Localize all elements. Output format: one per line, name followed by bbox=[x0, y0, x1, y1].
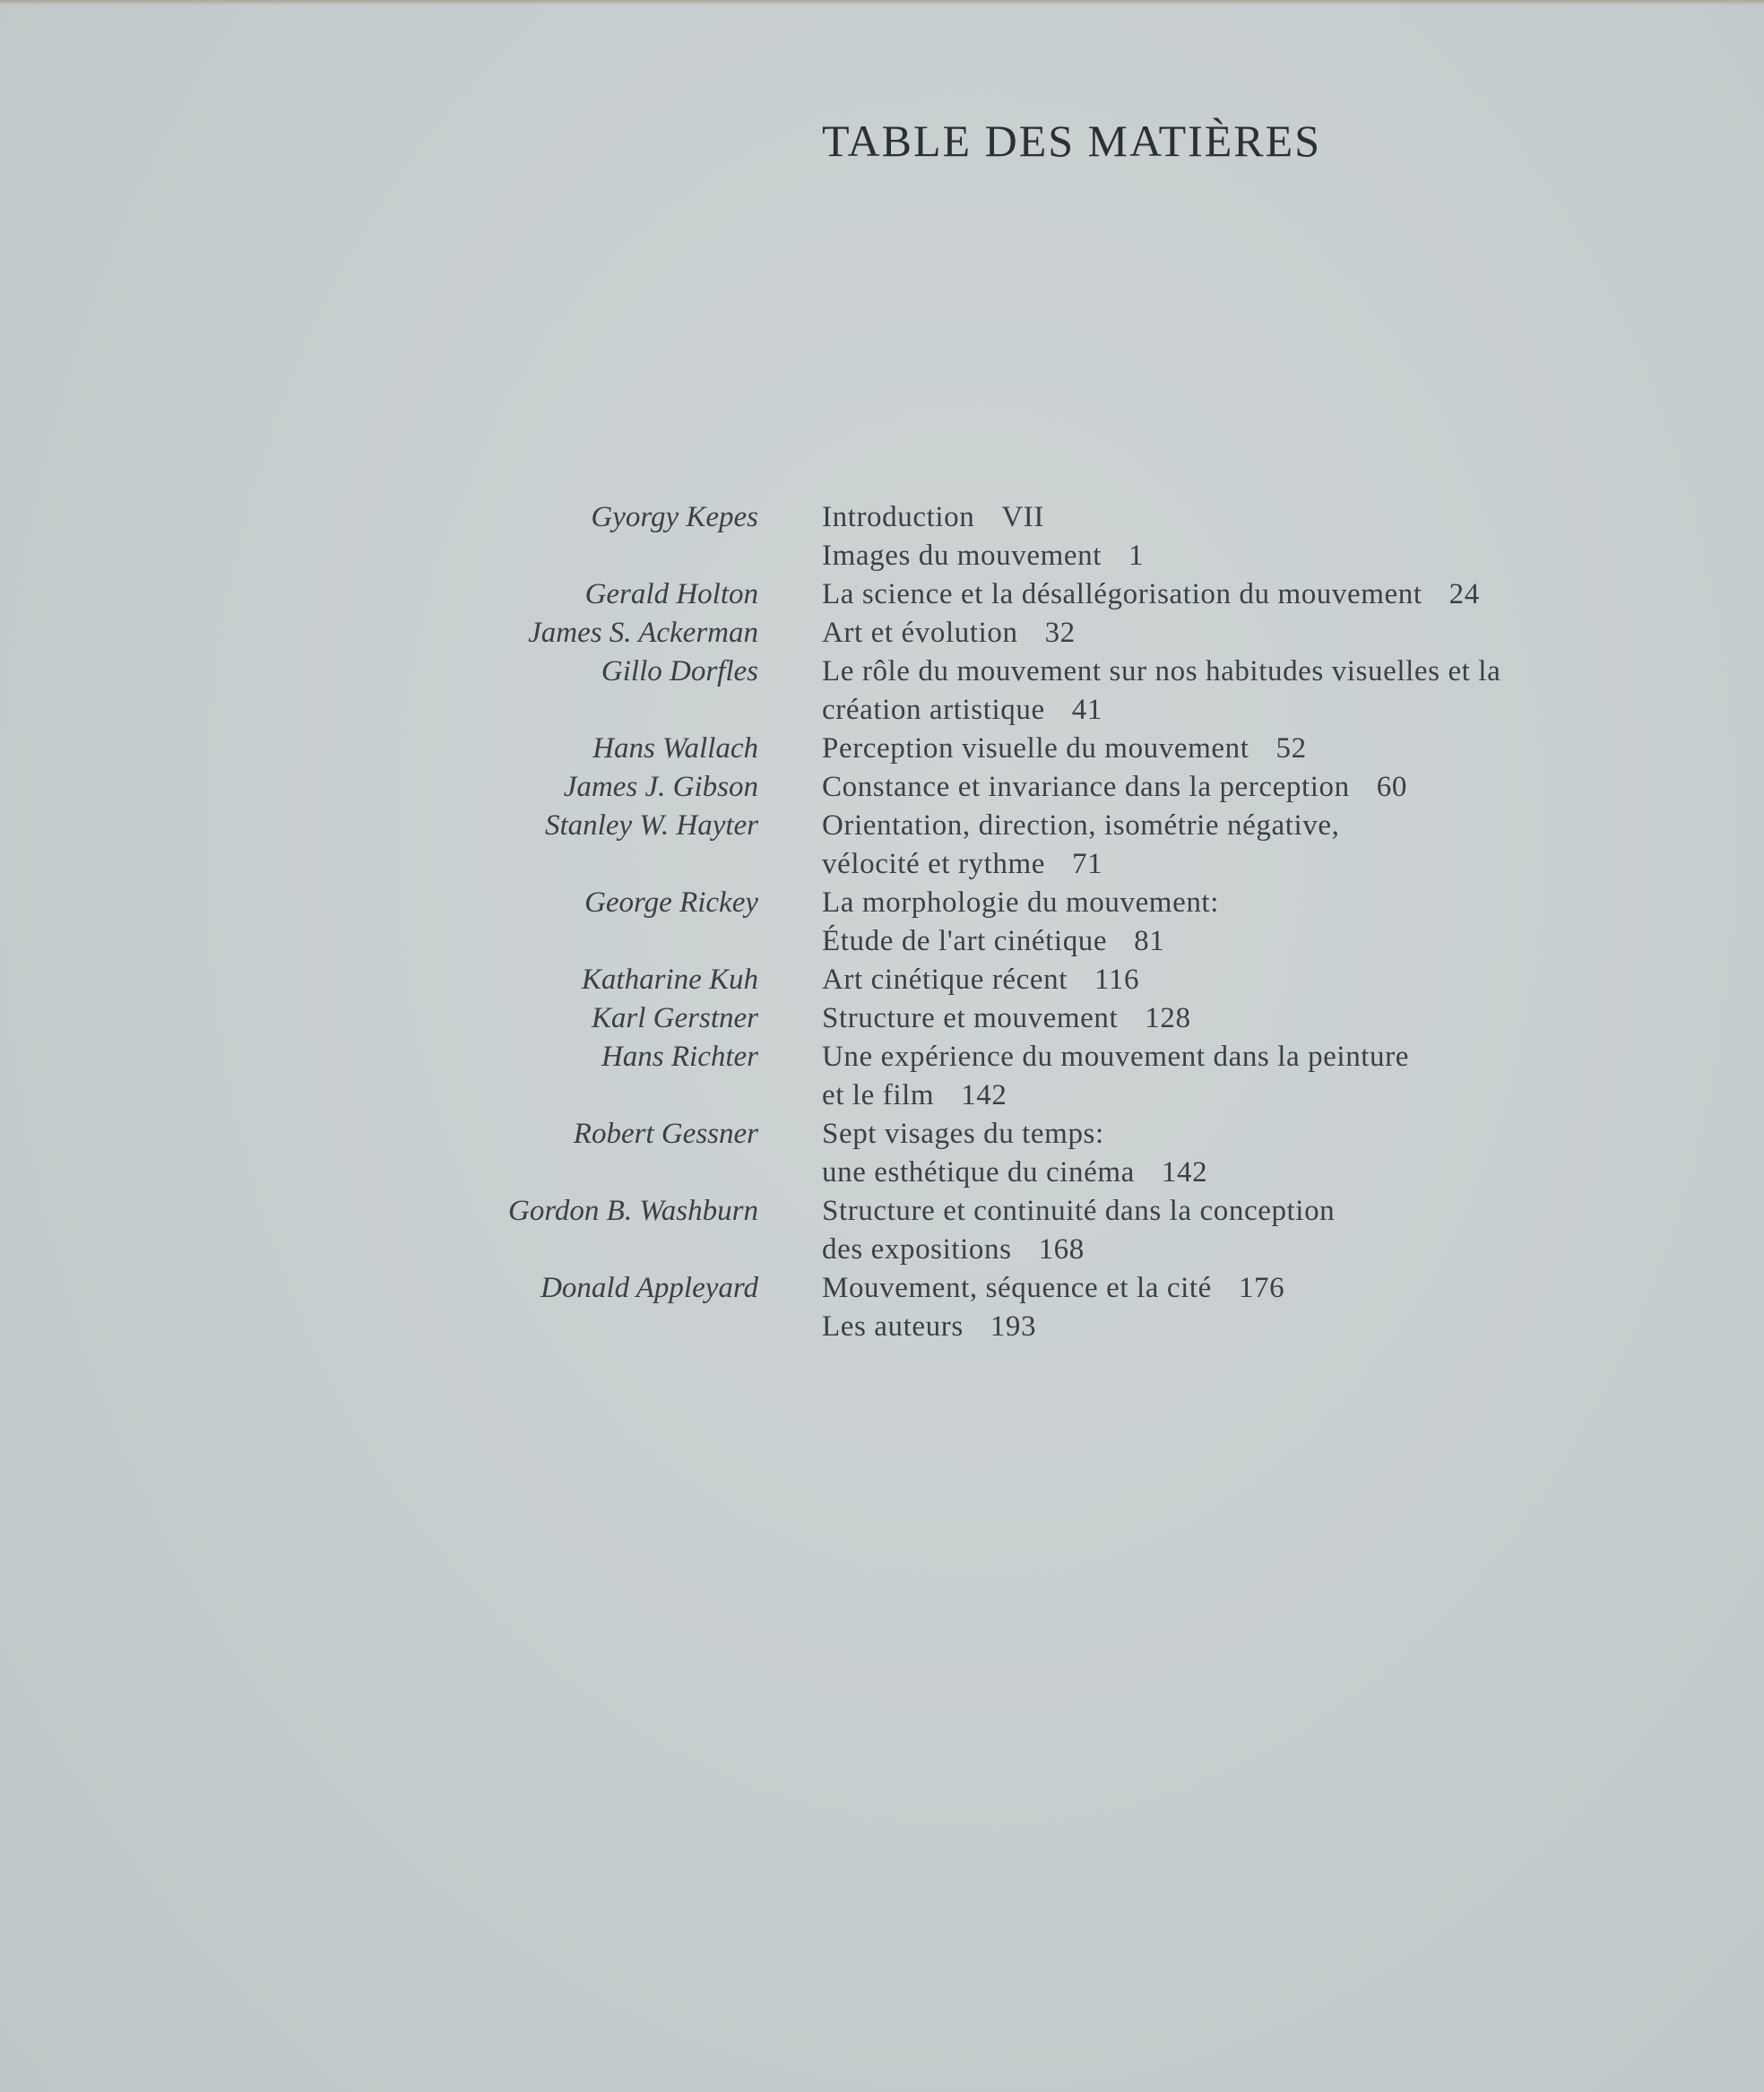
toc-entry bbox=[822, 730, 1307, 768]
toc-author: Karl Gerstner bbox=[591, 1002, 758, 1034]
toc-author: Stanley W. Hayter bbox=[545, 809, 758, 842]
toc-entry-title: La science et la désallégorisation du mouvement bbox=[822, 578, 1422, 610]
toc-row bbox=[0, 575, 1764, 614]
toc-entry-title: Mouvement, séquence et la cité bbox=[822, 1272, 1212, 1304]
toc-author: James J. Gibson bbox=[563, 771, 758, 803]
toc-page-number: 52 bbox=[1275, 732, 1307, 765]
toc-entry-title: Sept visages du temps: bbox=[822, 1118, 1104, 1150]
toc-entry bbox=[822, 1269, 1284, 1308]
toc-entry-title: Le rôle du mouvement sur nos habitudes visuelles et la bbox=[822, 655, 1501, 687]
toc-entry bbox=[822, 537, 1144, 575]
toc-page-number: 168 bbox=[1038, 1233, 1085, 1266]
toc-entry bbox=[822, 884, 1219, 922]
toc-page-number: 176 bbox=[1238, 1272, 1285, 1304]
toc-entry-title: Art cinétique récent bbox=[822, 964, 1068, 996]
toc-row bbox=[0, 730, 1764, 768]
toc-author: Donald Appleyard bbox=[540, 1272, 758, 1304]
toc-row bbox=[0, 537, 1764, 575]
table-of-contents bbox=[0, 498, 1764, 1346]
toc-entry-title: et le film bbox=[822, 1079, 935, 1111]
toc-page-number: 142 bbox=[961, 1079, 1007, 1111]
toc-entry-title: Orientation, direction, isométrie négative, bbox=[822, 809, 1340, 842]
toc-page-number: 116 bbox=[1094, 964, 1140, 996]
toc-page-number: 60 bbox=[1376, 771, 1407, 803]
toc-entry-title: Étude de l'art cinétique bbox=[822, 925, 1108, 957]
toc-entry-title: une esthétique du cinéma bbox=[822, 1156, 1135, 1189]
toc-page-number: 32 bbox=[1044, 617, 1076, 649]
toc-entry bbox=[822, 1231, 1085, 1269]
toc-entry-title: La morphologie du mouvement: bbox=[822, 886, 1219, 919]
toc-author: Gillo Dorfles bbox=[601, 655, 758, 687]
toc-entry bbox=[822, 614, 1076, 653]
toc-row bbox=[0, 884, 1764, 922]
toc-entry bbox=[822, 845, 1102, 884]
toc-entry bbox=[822, 1076, 1007, 1115]
toc-entry-title: vélocité et rythme bbox=[822, 848, 1046, 880]
toc-page-number: 24 bbox=[1448, 578, 1480, 610]
toc-row bbox=[0, 845, 1764, 884]
toc-page-number: 193 bbox=[990, 1310, 1037, 1343]
toc-author: Gyorgy Kepes bbox=[591, 501, 758, 533]
toc-row bbox=[0, 1308, 1764, 1346]
toc-entry bbox=[822, 498, 1044, 537]
toc-entry bbox=[822, 1154, 1207, 1192]
toc-author: Gordon B. Washburn bbox=[507, 1195, 758, 1227]
toc-entry-title: Structure et mouvement bbox=[822, 1002, 1119, 1034]
toc-row bbox=[0, 922, 1764, 961]
toc-entry-title: création artistique bbox=[822, 694, 1045, 726]
toc-entry-title: Constance et invariance dans la perception bbox=[822, 771, 1350, 803]
toc-entry-title: Images du mouvement bbox=[822, 540, 1102, 572]
toc-entry-title: Les auteurs bbox=[822, 1310, 964, 1343]
toc-page-number: 41 bbox=[1071, 694, 1102, 726]
toc-row bbox=[0, 1231, 1764, 1269]
toc-author: George Rickey bbox=[584, 886, 758, 919]
page-title: TABLE DES MATIÈRES bbox=[822, 116, 1321, 166]
toc-entry bbox=[822, 1115, 1104, 1154]
toc-row bbox=[0, 1076, 1764, 1115]
toc-page-number: 81 bbox=[1134, 925, 1165, 957]
toc-entry-title: Introduction bbox=[822, 501, 975, 533]
toc-row bbox=[0, 1269, 1764, 1308]
toc-page-number: 128 bbox=[1145, 1002, 1191, 1034]
toc-row bbox=[0, 691, 1764, 730]
toc-author: Robert Gessner bbox=[573, 1118, 758, 1150]
toc-entry bbox=[822, 575, 1480, 614]
toc-entry bbox=[822, 961, 1139, 999]
toc-entry-title: Structure et continuité dans la conception bbox=[822, 1195, 1336, 1227]
toc-entry bbox=[822, 768, 1407, 807]
toc-row bbox=[0, 1192, 1764, 1231]
toc-row bbox=[0, 653, 1764, 691]
toc-entry bbox=[822, 1038, 1409, 1076]
toc-entry-title: Art et évolution bbox=[822, 617, 1018, 649]
toc-row bbox=[0, 498, 1764, 537]
toc-entry bbox=[822, 922, 1164, 961]
toc-entry bbox=[822, 691, 1102, 730]
toc-author: Hans Wallach bbox=[592, 732, 758, 765]
toc-row bbox=[0, 1154, 1764, 1192]
toc-row bbox=[0, 614, 1764, 653]
toc-row bbox=[0, 768, 1764, 807]
toc-page-number: 71 bbox=[1072, 848, 1103, 880]
toc-page-number: 1 bbox=[1128, 540, 1145, 572]
toc-author: Hans Richter bbox=[601, 1041, 758, 1073]
toc-row bbox=[0, 1115, 1764, 1154]
toc-entry-title: Perception visuelle du mouvement bbox=[822, 732, 1250, 765]
toc-page-number: 142 bbox=[1161, 1156, 1208, 1189]
toc-author: Gerald Holton bbox=[584, 578, 758, 610]
toc-row bbox=[0, 807, 1764, 845]
toc-entry-title: des expositions bbox=[822, 1233, 1012, 1266]
page-top-edge bbox=[0, 0, 1764, 5]
toc-entry bbox=[822, 1308, 1036, 1346]
toc-page-number: VII bbox=[1001, 501, 1044, 533]
toc-row bbox=[0, 961, 1764, 999]
toc-row bbox=[0, 1038, 1764, 1076]
toc-entry bbox=[822, 1192, 1335, 1231]
toc-row bbox=[0, 999, 1764, 1038]
toc-entry-title: Une expérience du mouvement dans la peinture bbox=[822, 1041, 1409, 1073]
toc-entry bbox=[822, 999, 1191, 1038]
toc-entry bbox=[822, 807, 1339, 845]
toc-author: James S. Ackerman bbox=[528, 617, 758, 649]
toc-entry bbox=[822, 653, 1500, 691]
toc-author: Katharine Kuh bbox=[581, 964, 758, 996]
